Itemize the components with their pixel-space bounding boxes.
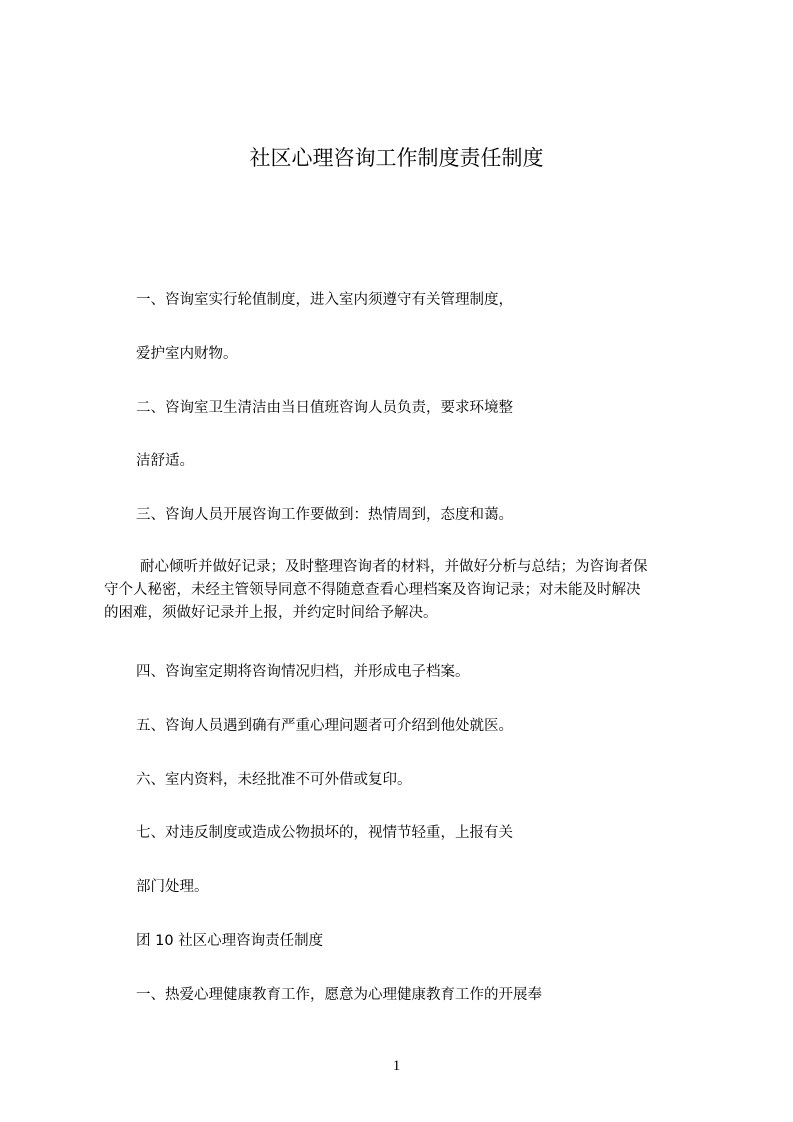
block-line-1: 耐心倾听并做好记录；及时整理咨询者的材料，并做好分析与总结；为咨询者保 bbox=[140, 559, 648, 575]
document-title: 社区心理咨询工作制度责任制度 bbox=[249, 146, 544, 170]
paragraph-11: 一、热爱心理健康教育工作，愿意为心理健康教育工作的开展奉 bbox=[136, 987, 542, 1003]
paragraph-8: 六、室内资料，未经批准不可外借或复印。 bbox=[136, 772, 412, 788]
block-line-3: 的困难，须做好记录并上报，并约定时间给予解决。 bbox=[104, 605, 438, 621]
paragraph-7: 五、咨询人员遇到确有严重心理问题者可介绍到他处就医。 bbox=[136, 718, 513, 734]
paragraph-10: 部门处理。 bbox=[136, 879, 209, 895]
paragraph-1: 一、咨询室实行轮值制度，进入室内须遵守有关管理制度， bbox=[136, 292, 513, 308]
page-number: 1 bbox=[392, 1058, 401, 1074]
paragraph-4: 洁舒适。 bbox=[136, 453, 194, 469]
paragraph-9: 七、对违反制度或造成公物损坏的，视情节轻重，上报有关 bbox=[136, 825, 513, 841]
paragraph-block bbox=[104, 556, 704, 625]
paragraph-5: 三、咨询人员开展咨询工作要做到：热情周到，态度和蔼。 bbox=[136, 507, 513, 523]
paragraph-6: 四、咨询室定期将咨询情况归档，并形成电子档案。 bbox=[136, 664, 470, 680]
block-line-2: 守个人秘密，未经主管领导同意不得随意查看心理档案及咨询记录；对未能及时解决 bbox=[104, 582, 641, 598]
paragraph-2: 爱护室内财物。 bbox=[136, 346, 238, 362]
paragraph-3: 二、咨询室卫生清洁由当日值班咨询人员负责，要求环境整 bbox=[136, 400, 513, 416]
section-heading: 团 10 社区心理咨询责任制度 bbox=[136, 933, 324, 949]
